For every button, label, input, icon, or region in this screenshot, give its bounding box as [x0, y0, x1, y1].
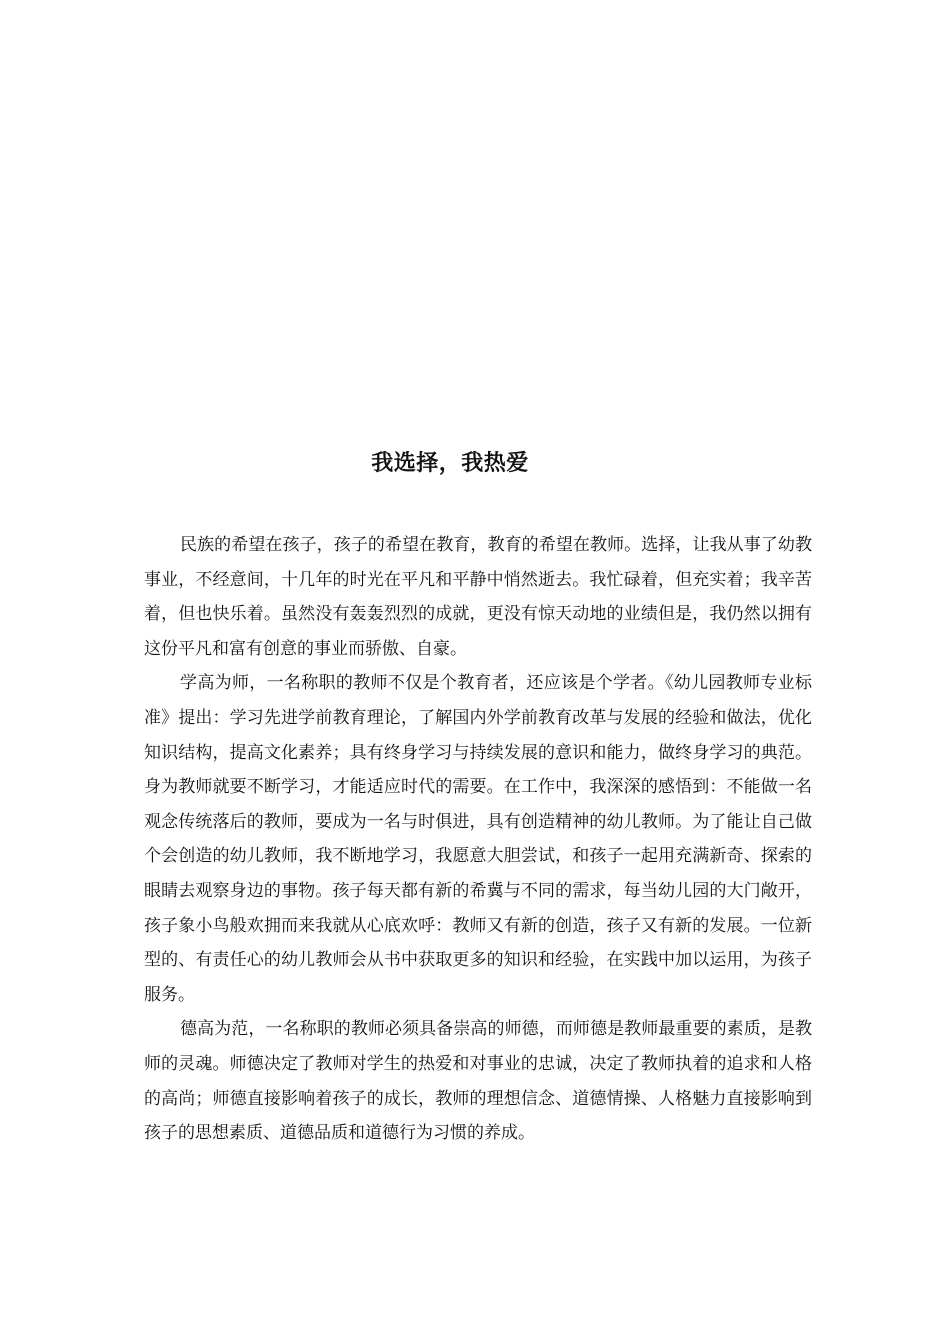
document-title: 我选择，我热爱 [371, 450, 529, 476]
document-body [144, 528, 812, 1151]
paragraph-3: 德高为范，一名称职的教师必须具备崇高的师德，而师德是教师最重要的素质，是教师的灵魂。师德决定了教师对学生的热爱和对事业的忠诚，决定了教师执着的追求和人格的高尚；师德直接影响着孩子的成长，教师的理想信念、道德情操、人格魅力直接影响到孩子的思想素质、道德品质和道德行为习惯的养成。 [144, 1019, 812, 1144]
paragraph-2: 学高为师，一名称职的教师不仅是个教育者，还应该是个学者。《幼儿园教师专业标准》提出：学习先进学前教育理论，了解国内外学前教育改革与发展的经验和做法，优化知识结构，提高文化素养；具有终身学习与持续发展的意识和能力，做终身学习的典范。身为教师就要不断学习，才能适应时代的需要。在工作中，我深深的感悟到：不能做一名观念传统落后的教师，要成为一名与时俱进，具有创造精神的幼儿教师。为了能让自己做个会创造的幼儿教师，我不断地学习，我愿意大胆尝试，和孩子一起用充满新奇、探索的眼睛去观察身边的事物。孩子每天都有新的希冀与不同的需求，每当幼儿园的大门敞开，孩子象小鸟般欢拥而来我就从心底欢呼：教师又有新的创造，孩子又有新的发展。一位新型的、有责任心的幼儿教师会从书中获取更多的知识和经验，在实践中加以运用，为孩子服务。 [144, 673, 812, 1005]
paragraph-1: 民族的希望在孩子，孩子的希望在教育，教育的希望在教师。选择，让我从事了幼教事业，不经意间，十几年的时光在平凡和平静中悄然逝去。我忙碌着，但充实着；我辛苦着，但也快乐着。虽然没有轰轰烈烈的成就，更没有惊天动地的业绩但是，我仍然以拥有这份平凡和富有创意的事业而骄傲、自豪。 [144, 535, 812, 659]
